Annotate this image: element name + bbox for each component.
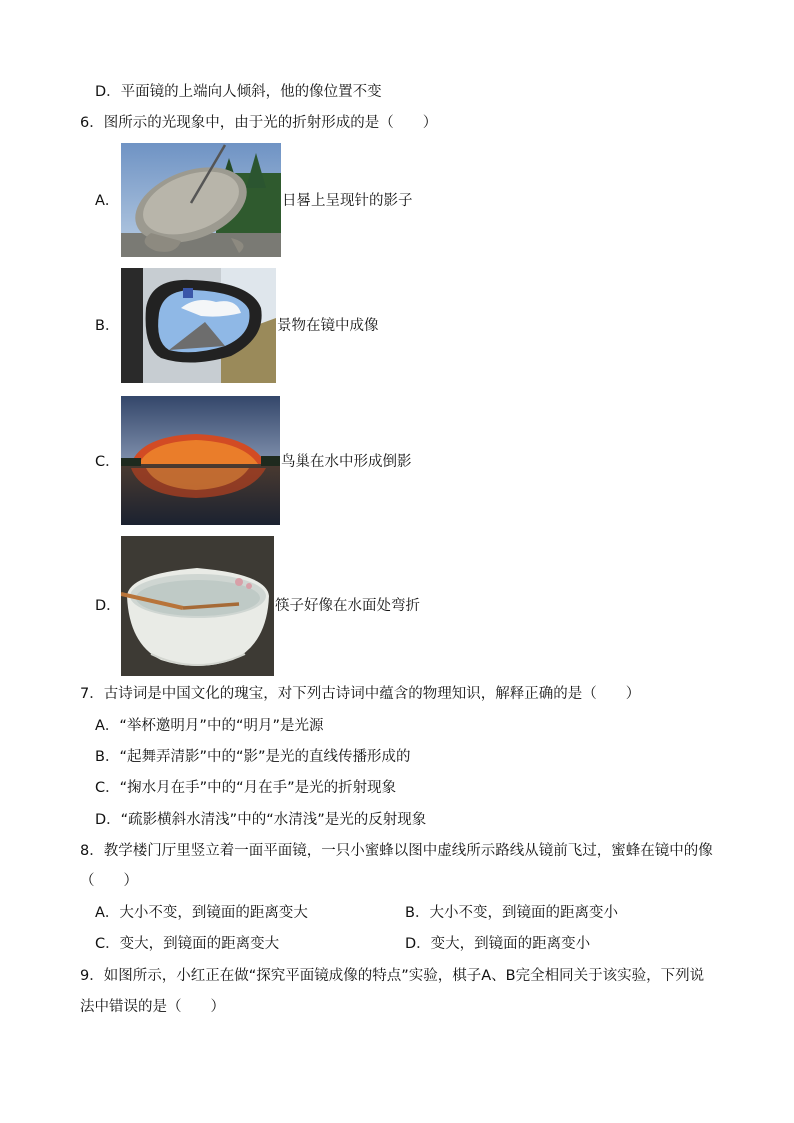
q6-option-d-caption: 筷子好像在水面处弯折 bbox=[275, 598, 420, 614]
side-mirror-image bbox=[121, 268, 276, 383]
q6-option-b-label: B． bbox=[95, 318, 120, 334]
q9-stem-line2: 法中错误的是（ ） bbox=[80, 999, 225, 1015]
q6-option-a-label: A． bbox=[95, 193, 120, 209]
q5-option-d: D．平面镜的上端向人倾斜，他的像位置不变 bbox=[95, 84, 382, 100]
q7-option-a: A．“举杯邀明月”中的“明月”是光源 bbox=[95, 718, 324, 734]
q7-option-c: C．“掬水月在手”中的“月在手”是光的折射现象 bbox=[95, 780, 397, 796]
q9-stem-line1: 9．如图所示，小红正在做“探究平面镜成像的特点”实验，棋子A、B完全相同关于该实验，下列说 bbox=[80, 968, 705, 984]
q6-option-c-label: C． bbox=[95, 454, 120, 470]
q6-option-a-caption: 日晷上呈现针的影子 bbox=[282, 193, 413, 209]
q6-stem: 6．图所示的光现象中，由于光的折射形成的是（ ） bbox=[80, 115, 438, 131]
q8-stem-line2: （ ） bbox=[80, 873, 138, 889]
q8-option-a: A．大小不变，到镜面的距离变大 bbox=[95, 905, 308, 921]
q8-stem-line1: 8．教学楼门厅里竖立着一面平面镜，一只小蜜蜂以图中虚线所示路线从镜前飞过，蜜蜂在镜中的像 bbox=[80, 843, 713, 859]
q8-option-c: C．变大，到镜面的距离变大 bbox=[95, 936, 280, 952]
q7-stem: 7．古诗词是中国文化的瑰宝，对下列古诗词中蕴含的物理知识，解释正确的是（ ） bbox=[80, 686, 641, 702]
q6-option-c-caption: 鸟巢在水中形成倒影 bbox=[281, 454, 412, 470]
q6-option-b-caption: 景物在镜中成像 bbox=[277, 318, 379, 334]
q6-option-d-label: D． bbox=[95, 598, 121, 614]
q8-option-d: D．变大，到镜面的距离变小 bbox=[405, 936, 591, 952]
chopsticks-bowl-image bbox=[121, 536, 274, 676]
q8-option-b: B．大小不变，到镜面的距离变小 bbox=[405, 905, 618, 921]
birds-nest-image bbox=[121, 396, 280, 525]
q7-option-d: D．“疏影横斜水清浅”中的“水清浅”是光的反射现象 bbox=[95, 812, 427, 828]
sundial-image bbox=[121, 143, 281, 257]
q7-option-b: B．“起舞弄清影”中的“影”是光的直线传播形成的 bbox=[95, 749, 411, 765]
